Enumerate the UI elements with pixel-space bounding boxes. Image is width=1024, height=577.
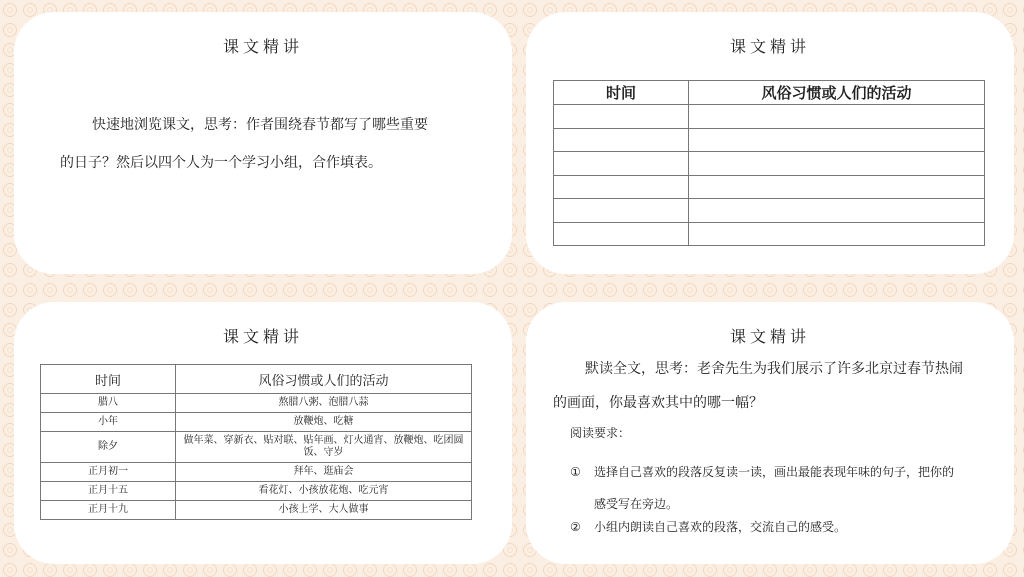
table-cell-empty[interactable] [689,152,985,176]
slide-2 [526,12,1014,274]
filled-customs-table [40,364,472,520]
table-row [41,501,472,520]
empty-customs-table [553,80,985,246]
slide-4-title: 课文精讲 [729,327,810,346]
table-cell-time: 正月十五 [41,482,176,501]
item-text-line-1: 选择自己喜欢的段落反复读一读，画出最能表现年味的句子，把你的 [594,465,955,479]
table-cell-empty[interactable] [554,128,689,152]
table-cell-activity: 放鞭炮、吃糖 [176,413,472,432]
requirement-item-2 [570,518,846,535]
table-cell-time: 小年 [41,413,176,432]
table-cell-time: 正月十九 [41,501,176,520]
slide-2-title: 课文精讲 [729,37,810,56]
table-cell-empty[interactable] [689,105,985,129]
table-row [554,222,985,246]
table-row [41,394,472,413]
table-row [554,105,985,129]
table-cell-time: 腊八 [41,394,176,413]
table-header-time: 时间 [554,81,689,105]
slide-3 [14,302,512,564]
slide-3-title: 课文精讲 [222,327,303,346]
table-cell-time: 正月初一 [41,463,176,482]
instruction-line-1: 默读全文，思考：老舍先生为我们展示了许多北京过春节热闹 [585,361,963,377]
table-cell-activity: 熬腊八粥、泡腊八蒜 [176,394,472,413]
table-row [41,432,472,463]
slide-1-instruction [60,106,480,182]
table-row [41,463,472,482]
table-row [554,128,985,152]
table-cell-empty[interactable] [689,175,985,199]
table-cell-empty[interactable] [554,152,689,176]
item-text: 小组内朗读自己喜欢的段落，交流自己的感受。 [594,520,847,534]
item-number: ② [570,520,581,534]
slide-1 [14,12,512,274]
table-row [554,152,985,176]
table-cell-empty[interactable] [554,105,689,129]
instruction-line-2: 的画面，你最喜欢其中的哪一幅？ [553,395,763,411]
table-row [554,175,985,199]
table-cell-activity: 小孩上学、大人做事 [176,501,472,520]
table-cell-time: 除夕 [41,432,176,463]
instruction-line-2: 的日子？然后以四个人为一个学习小组，合作填表。 [60,155,382,171]
item-text-line-2: 感受写在旁边。 [594,497,679,511]
slide-4-instruction [553,352,993,420]
table-cell-empty[interactable] [554,175,689,199]
slide-1-title: 课文精讲 [222,37,303,56]
table-header-activities: 风俗习惯或人们的活动 [176,365,472,394]
table-cell-empty[interactable] [689,128,985,152]
table-cell-activity: 做年菜、穿新衣、贴对联、贴年画、灯火通宵、放鞭炮、吃团圆饭、守岁 [176,432,472,463]
instruction-line-1: 快速地浏览课文，思考：作者围绕春节都写了哪些重要 [92,117,428,133]
table-cell-empty[interactable] [689,222,985,246]
reading-requirements-label: 阅读要求： [570,426,631,440]
slide-4 [526,302,1014,564]
table-cell-empty[interactable] [689,199,985,223]
requirement-item-1 [570,456,990,520]
table-cell-activity: 看花灯、小孩放花炮、吃元宵 [176,482,472,501]
table-header-time: 时间 [41,365,176,394]
item-number: ① [570,465,581,479]
table-row [41,482,472,501]
table-header-activities: 风俗习惯或人们的活动 [689,81,985,105]
table-row [554,199,985,223]
table-cell-empty[interactable] [554,199,689,223]
table-row [41,413,472,432]
table-cell-empty[interactable] [554,222,689,246]
table-cell-activity: 拜年、逛庙会 [176,463,472,482]
